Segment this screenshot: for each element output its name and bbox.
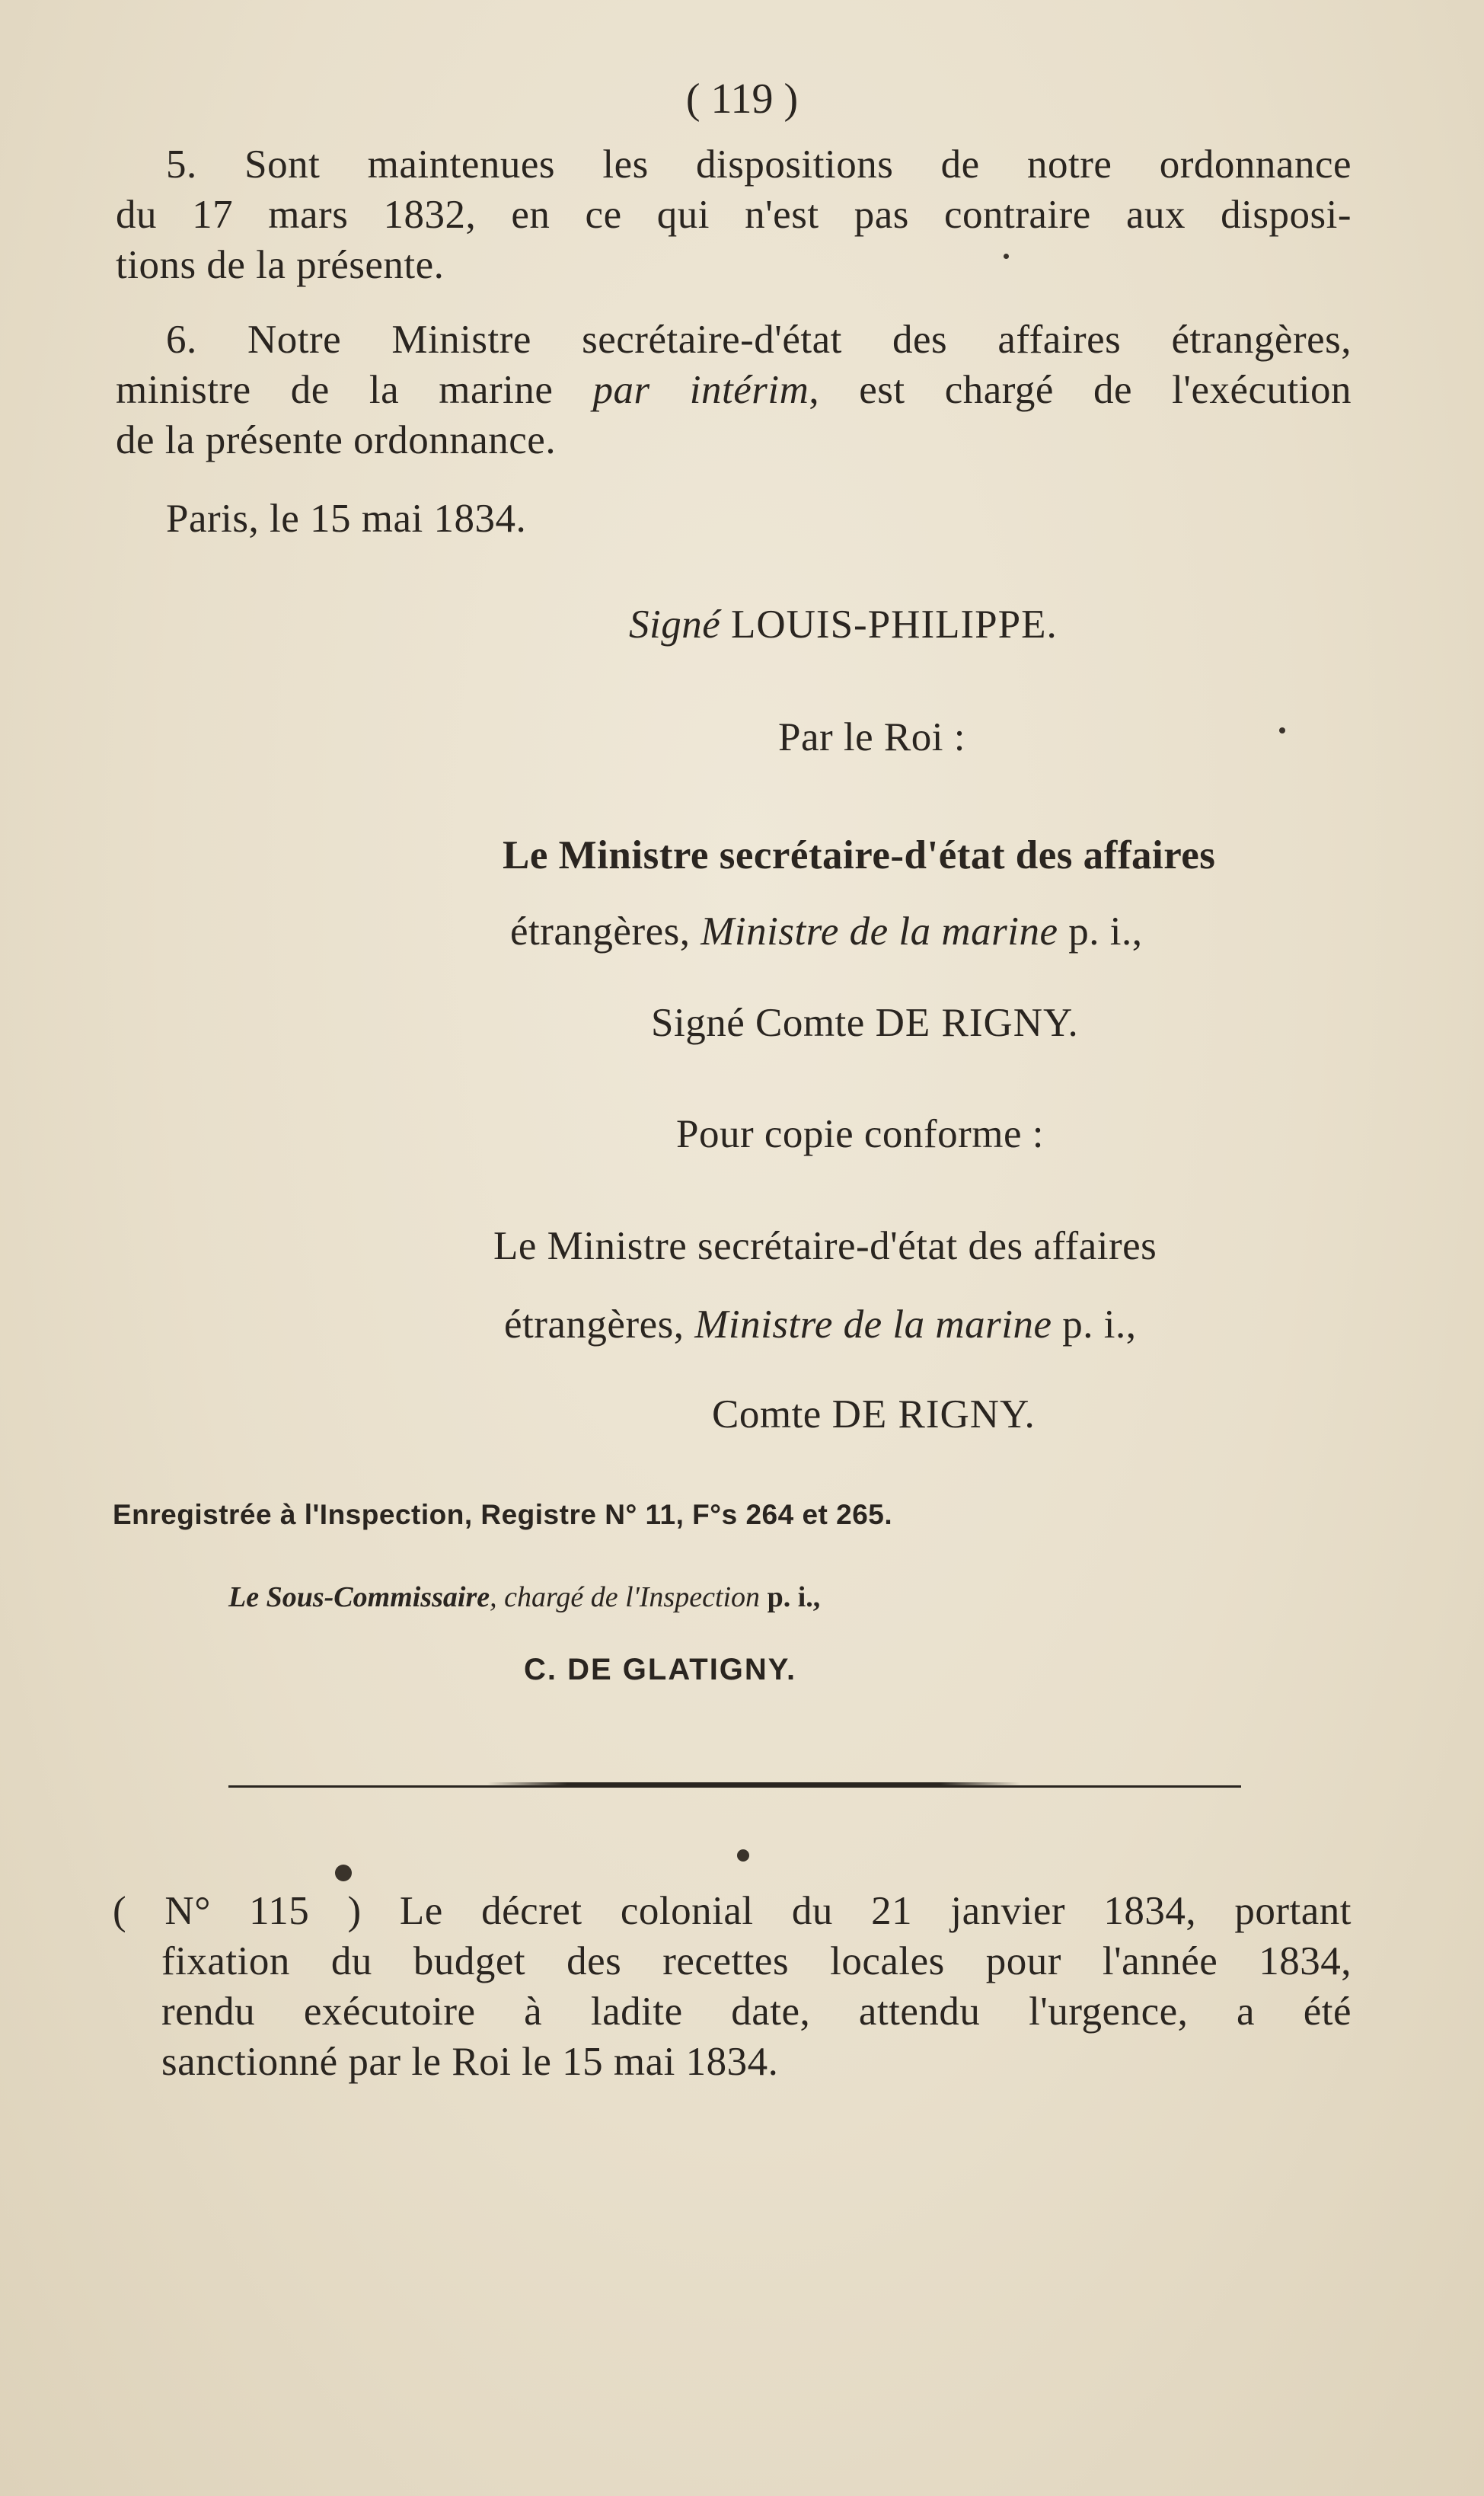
sous-commissaire-line — [228, 1580, 820, 1614]
note-115-line-3: rendu exécutoire à ladite date, attendu l'urgence, a été — [161, 1989, 1352, 2034]
date-line: Paris, le 15 mai 1834. — [166, 497, 527, 541]
article-5-line-1: 5. Sont maintenues les dispositions de notre ordonnance — [166, 142, 1352, 187]
minister-1-marine: Ministre de la marine — [701, 909, 1058, 954]
article-6-line-1: 6. Notre Ministre secrétaire-d'état des affaires étrangères, — [166, 318, 1352, 362]
article-6-par-interim: par intérim — [592, 368, 809, 412]
pour-copie-conforme: Pour copie conforme : — [676, 1112, 1044, 1156]
article-5-line-2: du 17 mars 1832, en ce qui n'est pas contraire aux disposi- — [116, 193, 1352, 237]
minister-2-pi: p. i., — [1052, 1302, 1137, 1347]
sous-commissaire-charge: , chargé de l'Inspection — [490, 1581, 761, 1613]
ink-speck — [335, 1865, 352, 1881]
signe-label: Signé — [629, 602, 721, 647]
article-6-text-a: ministre de la marine — [116, 368, 593, 412]
minister-1-line-1: Le Ministre secrétaire-d'état des affaires — [503, 833, 1216, 877]
king-name: LOUIS-PHILIPPE. — [731, 602, 1058, 647]
minister-2-line-1: Le Ministre secrétaire-d'état des affaires — [493, 1224, 1157, 1268]
article-6-text-c: , est chargé de l'exécution — [809, 368, 1352, 412]
minister-2-signature — [712, 1389, 1036, 1440]
glatigny-name: C. DE GLATIGNY. — [524, 1653, 797, 1686]
minister-1-line-2 — [510, 906, 1143, 957]
par-le-roi: Par le Roi : — [778, 715, 965, 759]
minister-1-signe-comte: Signé Comte — [651, 1001, 876, 1045]
minister-1-signature — [651, 998, 1079, 1048]
king-signature — [629, 599, 1058, 650]
sous-commissaire-pi: p. i., — [760, 1581, 821, 1613]
minister-1-etrangeres: étrangères, — [510, 909, 701, 954]
note-115-line-4: sanctionné par le Roi le 15 mai 1834. — [161, 2040, 779, 2084]
minister-2-etrangeres: étrangères, — [504, 1302, 695, 1347]
note-115-line-1: ( N° 115 ) Le décret colonial du 21 janvier 1834, portant — [113, 1889, 1352, 1933]
note-115-line-2: fixation du budget des recettes locales pour l'année 1834, — [161, 1939, 1352, 1983]
ink-speck — [1004, 254, 1009, 259]
sous-commissaire-title: Le Sous-Commissaire — [228, 1581, 490, 1613]
minister-2-comte: Comte — [712, 1392, 832, 1437]
minister-2-de-rigny: DE RIGNY. — [831, 1392, 1036, 1437]
registration-line: Enregistrée à l'Inspection, Registre N° 11, F°s 264 et 265. — [113, 1499, 893, 1530]
article-6-line-2 — [116, 365, 1352, 415]
ink-speck — [1279, 727, 1285, 733]
separator-rule-thick — [487, 1782, 1020, 1786]
minister-2-line-2 — [504, 1299, 1137, 1350]
ink-speck — [737, 1849, 749, 1862]
article-6-line-3: de la présente ordonnance. — [116, 418, 557, 462]
minister-1-de-rigny: DE RIGNY. — [875, 1001, 1079, 1045]
article-5-line-3: tions de la présente. — [116, 243, 445, 287]
minister-1-pi: p. i., — [1058, 909, 1143, 954]
page-number: ( 119 ) — [685, 75, 799, 123]
minister-2-marine: Ministre de la marine — [694, 1302, 1052, 1347]
